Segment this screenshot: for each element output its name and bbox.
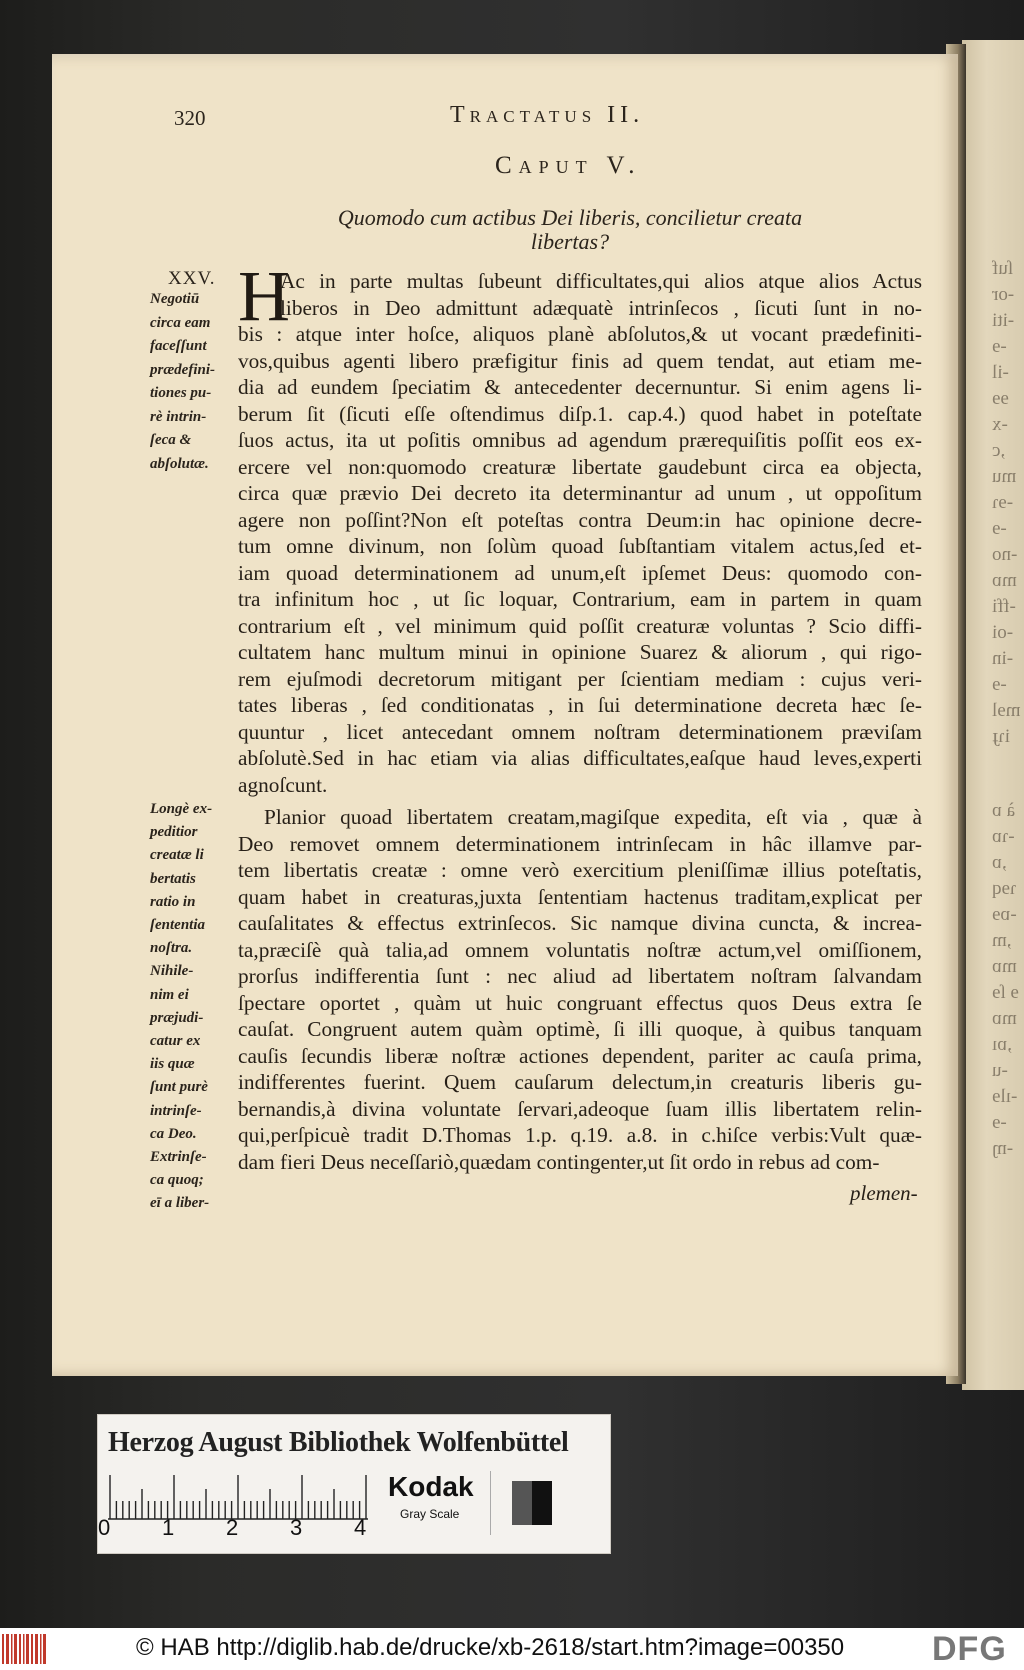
gray-patch-dark	[512, 1481, 532, 1525]
text-line: cultatem hanc multum minui in opinione Suarez & aliorum , qui rigo-	[238, 640, 922, 664]
marginal-note-line: ſunt purè	[150, 1079, 208, 1096]
subtitle-line: Quomodo cum actibus Dei liberis, concilietur creata	[337, 205, 803, 230]
marginal-note-line: bertatis	[150, 870, 196, 887]
text-line: indifferentes fuerint. Quem cauſarum delectum,in creaturis liberis gu-	[238, 1070, 922, 1094]
marginal-note-line: rè intrin-	[150, 408, 207, 425]
marginal-note-line: præjudi-	[150, 1009, 204, 1026]
text-line: bernandis,à divina voluntate ſervari,adeoque ſuam illis libertatem relin-	[238, 1096, 922, 1121]
text-line: liberos in Deo admittunt adæquatè intrinſecos , ſicuti ſunt in no-	[280, 295, 922, 320]
ruler-number: 1	[162, 1515, 175, 1540]
barcode-icon	[0, 1632, 48, 1666]
ruler-number: 3	[290, 1515, 303, 1540]
text-line: dam fieri Deus neceſſariò,quædam contingenter,ut ſit ordo in rebus ad com-	[238, 1149, 880, 1174]
card-divider	[490, 1471, 491, 1535]
marginal-note-line: ca Deo.	[150, 1125, 197, 1142]
marginal-note-line: abſolutæ.	[150, 455, 209, 472]
text-line: bis : atque inter hoſce, aliquos planè abſolutos,& ut vocant prædefiniti-	[238, 322, 922, 346]
gray-patch-black	[532, 1481, 552, 1525]
marginal-note-line: intrinſe-	[150, 1102, 202, 1119]
subtitle-line: libertas?	[530, 229, 610, 254]
marginal-note-line: Extrinſe-	[150, 1149, 207, 1166]
marginal-note-line: ſententia	[150, 917, 205, 934]
text-line: abſolutè.Sed in hac etiam via alias difficultates,eaſque haud leves,experti	[238, 746, 922, 770]
ruler-numbers	[98, 1515, 398, 1541]
marginal-note-line: Longè ex-	[150, 801, 213, 817]
text-line: ta,præciſè quà talia,ad omnem voluntatis noſtræ actum,vel omiſſionem,	[238, 937, 922, 962]
marginal-note-line: eī a liber-	[150, 1195, 210, 1212]
text-line: berum ſit (ſicuti eſſe oſtendimus diſp.1. cap.4.) quod habet in poteſtate	[238, 401, 922, 426]
marginal-note-line: nim ei	[150, 986, 189, 1003]
marginal-note-line: circa eam	[150, 314, 211, 331]
marginal-note-line: ſeca &	[150, 432, 192, 448]
footer-credit-link[interactable]: © HAB http://diglib.hab.de/drucke/xb-2618/start.htm?image=00350	[136, 1634, 845, 1661]
text-line: rem ejuſmodi decretorum mitigant per ſcientiam mediam : cujus veri-	[238, 666, 922, 691]
marginal-note-line: ca quoq;	[150, 1172, 204, 1189]
marginal-note-line: prædefini-	[150, 361, 215, 378]
catchword: plemen-	[850, 1181, 918, 1205]
text-line: iam quoad determinationem ad unum,eſt ipſemet Deus: quomodo con-	[238, 560, 922, 585]
paragraph-1	[238, 256, 922, 798]
text-line: ſpectare oportet , quàm ut huic congruant effectus quos Deus extra ſe	[238, 990, 922, 1015]
text-line: ercere vel non:quomodo creaturæ libertate gaudebunt circa ea objecta,	[238, 454, 922, 479]
dfg-logo: DFG	[932, 1630, 1007, 1668]
footer-bar	[0, 1628, 1024, 1670]
text-line: tem libertatis creatæ : omne verò exercitium pleniſſimæ illius poteſtatis,	[238, 858, 922, 882]
text-line: prorſus indifferentia ſunt : nec aliud ad libertatem noſtram ſalvandam	[238, 964, 922, 988]
text-line: dia ad eundem ſpeciatim & antecedenter decernuntur. Si enim agens li-	[238, 375, 922, 399]
ruler-number: 4	[354, 1515, 367, 1540]
text-line: vos,quibus agenti libero præfigitur finis ad quem tendat, aut etiam me-	[238, 348, 922, 373]
chapter-heading: Caput V.	[495, 152, 642, 179]
text-line: contrarium eſt , vel minimum quid poſſit creaturæ voluntas ? Scio diffi-	[238, 613, 922, 638]
ruler-number: 2	[226, 1515, 239, 1540]
text-line: ſuos actus, ita ut poſitis omnibus ad agendum prærequiſitis poſſit eos ex-	[238, 428, 922, 452]
text-line: quam habet in creaturas,juxta ſententiam hactenus traditam,explicat per	[238, 884, 922, 909]
running-title: Tractatus II.	[450, 102, 645, 128]
text-line: cauſalitates & effectus extrinſecos. Sic namque divina cuncta, & increa-	[238, 911, 922, 935]
marginal-note-line: creatæ li	[150, 847, 204, 864]
chapter-subtitle	[310, 206, 830, 254]
drop-cap: H	[238, 256, 290, 336]
text-line: agnoſcunt.	[238, 772, 328, 797]
marginal-note-line: noſtra.	[150, 940, 193, 957]
text-line: tates liberas , ſed conditionatas , in ſui determinatione decreta hæc ſe-	[238, 693, 922, 717]
kodak-logo: Kodak	[388, 1471, 474, 1502]
paragraph-2	[238, 804, 922, 1175]
ruler-number: 0	[98, 1515, 111, 1540]
marginal-note-line: catur ex	[150, 1033, 201, 1050]
text-line: agere non poſſint?Non eſt poteſtas contra Deum:in hac opinione decre-	[238, 507, 922, 532]
marginal-note-1	[150, 288, 234, 476]
marginal-note-line: iis quæ	[150, 1056, 195, 1073]
marginal-note-line: Negotiū	[150, 291, 200, 307]
marginal-note-line: tiones pu-	[150, 385, 212, 401]
text-line: circa quæ prævio Dei decreto ita determinantur ad unum , ut oppoſitum	[238, 481, 922, 505]
text-line: cauſat. Congruent autem quàm optimè, ſi illi quoque, à quibus tanquam	[238, 1017, 922, 1041]
marginal-note-line: faceſſunt	[150, 338, 207, 354]
color-calibration-card	[97, 1414, 611, 1554]
institution-name: Herzog August Bibliothek Wolfenbüttel	[108, 1427, 569, 1458]
text-line: tra infinitum hoc , ut ſic loquar, Contrarium, eam in partem in quam	[238, 587, 922, 611]
text-line: quuntur , licet antecedant omnem noſtram determinationem præviſam	[238, 719, 922, 744]
marginal-note-line: ratio in	[150, 893, 196, 910]
text-line: qui,perſpicuè tradit D.Thomas 1.p. q.19. a.8. in c.hiſce verbis:Vult quæ-	[238, 1123, 922, 1147]
marginal-note-line: peditior	[150, 824, 198, 841]
facing-page-edge: ſuf -or -iti -ɘ -il ɘɘ -x ,c mu -ɘɿ -ɘ -no mɒ -ffi -oi -in -ɘ mɘl iɿɟ à ɒ -ɿɒ ,ɒ ɿɘq -ɒɘ ,m mɒ ɘ ſɘ mɒ ,ɒı -u -ılɘ -ɘ -ɱ	[962, 40, 1024, 1390]
text-line: Planior quoad libertatem creatam,magiſque expedita, eſt via , quæ à	[264, 805, 922, 829]
text-line: Deo removet omnem determinationem intrinſecam in hâc illamve par-	[238, 831, 922, 856]
text-line: Ac in parte multas ſubeunt difficultates,qui alios atque alios Actus	[280, 269, 922, 293]
marginal-note-line: Nihile-	[150, 963, 194, 980]
ruler-scale-icon	[108, 1473, 370, 1521]
text-line: tum omne divinum, non ſolùm quoad ſubſtantiam vitalem actus,ſed et-	[238, 534, 922, 558]
section-number: XXV.	[168, 268, 216, 289]
marginal-note-2	[150, 798, 234, 1216]
gray-scale-label: Gray Scale	[400, 1507, 460, 1521]
page-number: 320	[174, 106, 206, 130]
text-line: cauſis ſecundis liberæ noſtræ actiones dependent, pariter ac cauſa prima,	[238, 1043, 922, 1068]
